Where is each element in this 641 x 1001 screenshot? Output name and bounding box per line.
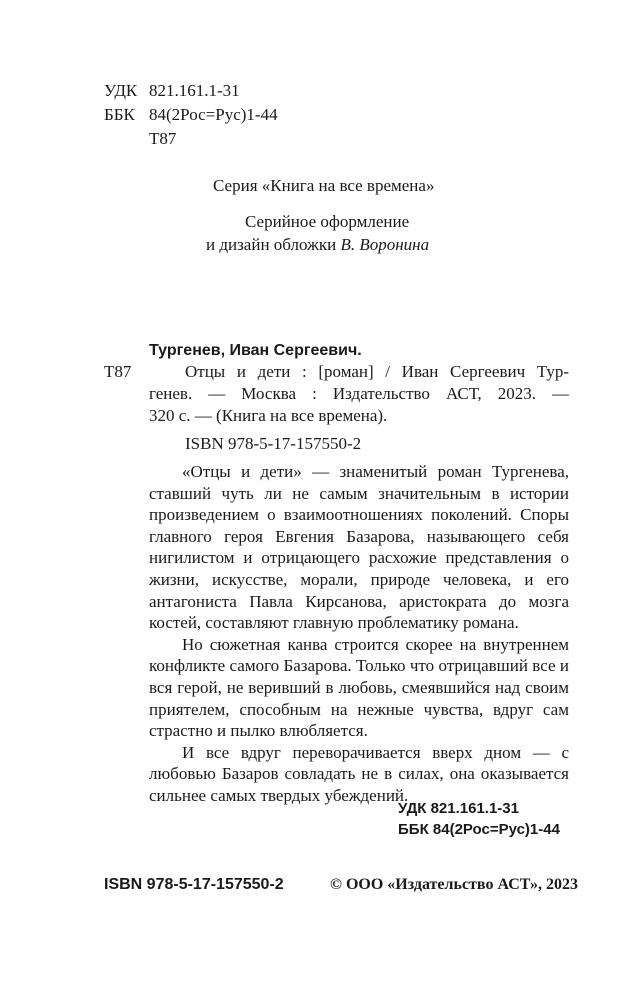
author-mark-top: Т87 — [149, 129, 177, 148]
designer-name: В. Воронина — [340, 235, 430, 254]
annotation-paragraph-3: И все вдруг переворачивается вверх дном — с любовью Базаров совладать не в силах, она оказывается сильнее самых твердых убеждений. — [149, 742, 569, 805]
footer-bbk: ББК 84(2Рос=Рус)1-44 — [398, 821, 560, 838]
annotation-paragraph-2: Но сюжетная канва строится скорее на внутреннем конфликте самого Базарова. Только что отрицавший все и вся герой, не веривший в любовь, смеявшийся над своим приятелем, способным на нежные чувства, вдруг сам страстно и пылко влюбляется. — [149, 634, 569, 741]
record-isbn: ISBN 978-5-17-157550-2 — [185, 434, 362, 453]
author-mark: Т87 — [104, 362, 132, 381]
udk-label: УДК — [104, 81, 138, 100]
author-heading: Тургенев, Иван Сергеевич. — [149, 342, 362, 359]
bbk-value: 84(2Рос=Рус)1-44 — [149, 105, 278, 124]
annotation-paragraph-1: «Отцы и дети» — знаменитый роман Тургенева, ставший чуть ли не самым значительным в истории произведением о взаимоотношениях поколений. Споры главного героя Евгения Базарова, называющего себя нигилистом и отрицающего расхожие представления о жизни, искусстве, морали, природе человека, и его антагониста Павла Кирсанова, аристократа до мозга костей, составляют главную проблематику романа. — [149, 462, 569, 633]
bbk-label: ББК — [104, 105, 135, 124]
design-line-2 — [206, 235, 429, 255]
footer-udk: УДК 821.161.1-31 — [398, 800, 519, 817]
record-line-1: Отцы и дети : [роман] / Иван Сергеевич Тур- — [185, 362, 569, 381]
design-line-1: Серийное оформление — [245, 212, 410, 231]
imprint-copyright: © ООО «Издательство АСТ», 2023 — [330, 876, 579, 893]
design-line-2-prefix: и дизайн обложки — [206, 235, 341, 254]
record-line-2: генев. — Москва : Издательство АСТ, 2023. — — [149, 384, 569, 403]
series-line: Серия «Книга на все времена» — [213, 176, 435, 195]
udk-value: 821.161.1-31 — [149, 81, 240, 100]
record-line-3: 320 с. — (Книга на все времена). — [149, 406, 388, 425]
imprint-isbn: ISBN 978-5-17-157550-2 — [104, 876, 284, 893]
annotation — [149, 461, 569, 807]
